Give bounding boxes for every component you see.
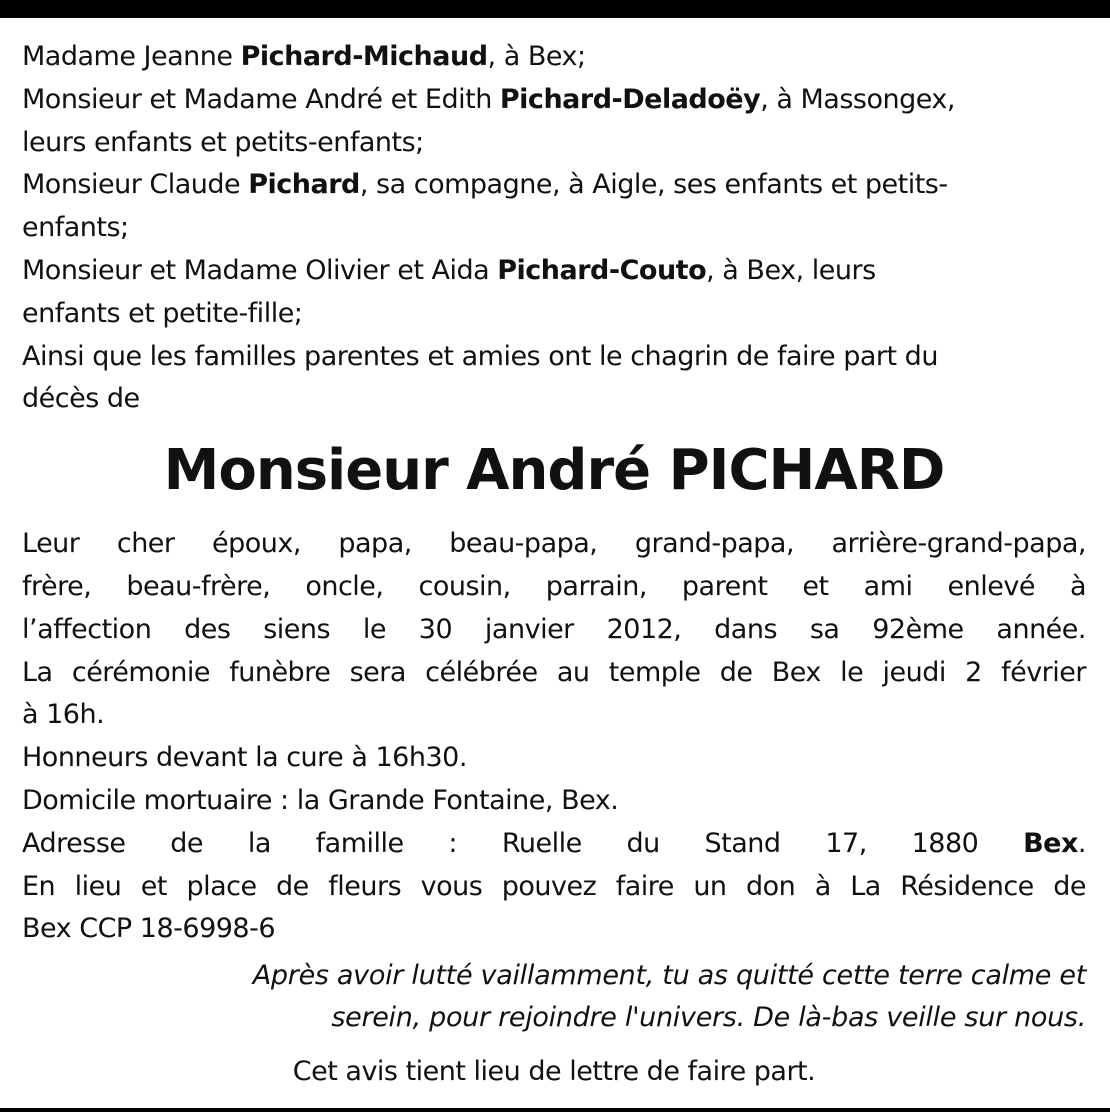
family-line-text: enfants; [22, 212, 129, 244]
quote-line: Après avoir lutté vaillamment, tu as quitté cette terre calme et [252, 960, 1086, 992]
deceased-name-heading: Monsieur André PICHARD [163, 438, 945, 504]
family-line-text: Madame Jeanne [22, 41, 241, 72]
address-text: Adresse de la famille : Ruelle du Stand 17, 1880 [22, 827, 1024, 859]
body-line: Honneurs devant la cure à 16h30. [22, 742, 467, 774]
notice-body [22, 523, 1086, 951]
body-line: Domicile mortuaire : la Grande Fontaine, Bex. [22, 784, 619, 816]
body-line: à 16h. [22, 699, 105, 731]
family-line-text: Ainsi que les familles parentes et amies ont le chagrin de faire part du [22, 340, 938, 372]
family-line [22, 293, 1086, 336]
address-text: . [1077, 827, 1086, 859]
address-town: Bex [1023, 827, 1078, 859]
body-line: frère, beau-frère, oncle, cousin, parrain, parent et ami enlevé à [22, 570, 1086, 602]
body-line: La cérémonie funèbre sera célébrée au temple de Bex le jeudi 2 février [22, 656, 1086, 688]
family-list [22, 36, 1086, 421]
family-line-text: enfants et petite-fille; [22, 297, 303, 329]
family-line [22, 164, 1086, 207]
family-line [22, 207, 1086, 250]
family-line-text: Monsieur et Madame André et Edith [22, 83, 500, 115]
family-line-text: , à Massongex, [760, 83, 955, 115]
family-line-text: Monsieur et Madame Olivier et Aida [22, 254, 498, 286]
quote-line: serein, pour rejoindre l'univers. De là-bas veille sur nous. [331, 1002, 1086, 1034]
top-border-rule [0, 0, 1110, 18]
family-surname: Pichard-Deladoëy [499, 83, 761, 115]
family-line-text: , sa compagne, à Aigle, ses enfants et petits- [359, 169, 948, 201]
family-line-text: , à Bex; [487, 41, 586, 72]
family-address-line [22, 823, 1086, 866]
body-line: En lieu et place de fleurs vous pouvez faire un don à La Résidence de [22, 870, 1086, 902]
death-notice [22, 36, 1086, 1093]
body-line: Leur cher époux, papa, beau-papa, grand-papa, arrière-grand-papa, [22, 528, 1086, 560]
family-line-text: décès de [22, 383, 140, 415]
family-line-text: , à Bex, leurs [706, 254, 876, 286]
farewell-quote [22, 955, 1086, 1039]
family-surname: Pichard [248, 169, 360, 201]
family-line-text: leurs enfants et petits-enfants; [22, 126, 424, 158]
body-line: Bex CCP 18-6998-6 [22, 913, 276, 945]
family-line [22, 336, 1086, 379]
family-surname: Pichard-Michaud [240, 41, 488, 72]
family-line [22, 122, 1086, 165]
bottom-border-rule [0, 1108, 1110, 1112]
family-line [22, 79, 1086, 122]
family-surname: Pichard-Couto [497, 254, 707, 286]
family-line [22, 378, 1086, 421]
family-line [22, 36, 1086, 79]
closing-note: Cet avis tient lieu de lettre de faire part. [292, 1056, 816, 1088]
family-line [22, 250, 1086, 293]
body-line: l’affection des siens le 30 janvier 2012, dans sa 92ème année. [22, 613, 1086, 645]
family-line-text: Monsieur Claude [22, 169, 249, 201]
